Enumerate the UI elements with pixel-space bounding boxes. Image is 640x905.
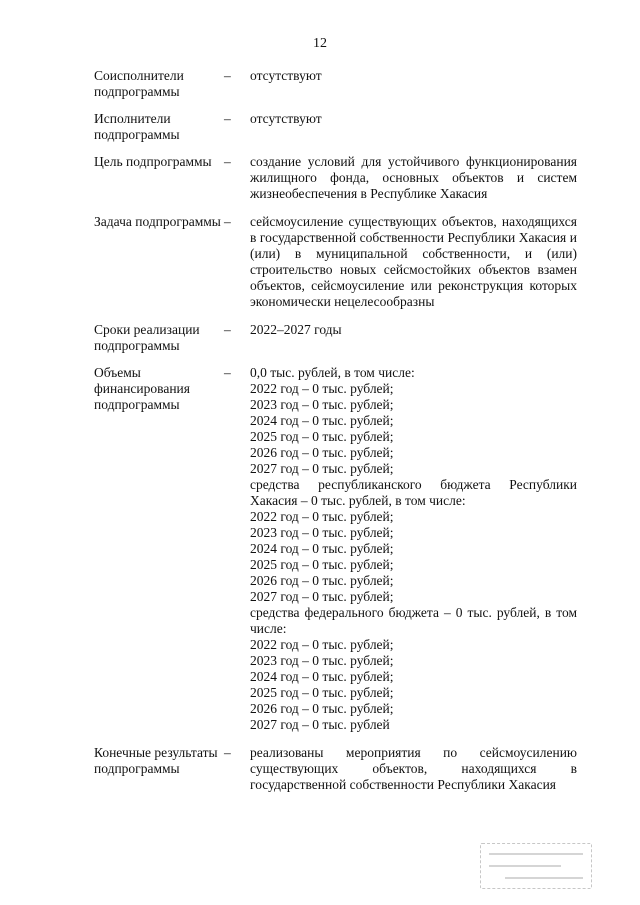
value-line: 2024 год – 0 тыс. рублей; <box>250 669 394 684</box>
value-line: средства федерального бюджета – 0 тыс. рублей, в том числе: <box>250 605 577 636</box>
row-label: Конечные результаты подпрограммы <box>94 745 218 776</box>
value-line: 2027 год – 0 тыс. рублей; <box>250 589 394 604</box>
stamp-line <box>505 877 583 879</box>
row-dash: – <box>224 154 231 169</box>
row-goal <box>94 154 577 202</box>
value-line: отсутствуют <box>250 68 322 83</box>
row-dash: – <box>224 745 231 760</box>
row-value <box>250 214 577 310</box>
row-executors <box>94 111 577 143</box>
row-dash: – <box>224 68 231 83</box>
value-line: 2026 год – 0 тыс. рублей; <box>250 573 394 588</box>
value-line: 2023 год – 0 тыс. рублей; <box>250 397 394 412</box>
value-line: 2023 год – 0 тыс. рублей; <box>250 653 394 668</box>
row-results <box>94 745 577 793</box>
row-value <box>250 322 577 354</box>
stamp-line <box>489 865 561 867</box>
row-label: Сроки реализации подпрограммы <box>94 322 200 353</box>
value-line: 2026 год – 0 тыс. рублей; <box>250 445 394 460</box>
value-line: создание условий для устойчивого функционирования жилищного фонда, основных объектов и систем жизнеобеспечения в Республике Хакасия <box>250 154 577 201</box>
page-number: 12 <box>313 36 327 51</box>
row-dash: – <box>224 365 231 380</box>
row-label: Цель подпрограммы <box>94 154 212 169</box>
row-dash: – <box>224 111 231 126</box>
row-dash: – <box>224 322 231 337</box>
value-line: 2022–2027 годы <box>250 322 342 337</box>
value-line: 2025 год – 0 тыс. рублей; <box>250 429 394 444</box>
row-label: Соисполнители подпрограммы <box>94 68 184 99</box>
value-line: отсутствуют <box>250 111 322 126</box>
value-line: 2024 год – 0 тыс. рублей; <box>250 413 394 428</box>
row-value <box>250 365 577 733</box>
row-value <box>250 745 577 793</box>
value-line: 2026 год – 0 тыс. рублей; <box>250 701 394 716</box>
value-line: 2027 год – 0 тыс. рублей <box>250 717 390 732</box>
faded-stamp <box>480 843 592 889</box>
row-task <box>94 214 577 310</box>
row-label: Объемы финансирования подпрограммы <box>94 365 190 412</box>
row-label: Задача подпрограммы <box>94 214 221 229</box>
value-line: 2025 год – 0 тыс. рублей; <box>250 557 394 572</box>
value-line: 2022 год – 0 тыс. рублей; <box>250 637 394 652</box>
value-line: 2025 год – 0 тыс. рублей; <box>250 685 394 700</box>
value-line: средства республиканского бюджета Республики Хакасия – 0 тыс. рублей, в том числе: <box>250 477 577 508</box>
subprogram-passport <box>94 68 577 793</box>
value-line: 2027 год – 0 тыс. рублей; <box>250 461 394 476</box>
row-timeline <box>94 322 577 354</box>
value-line: реализованы мероприятия по сейсмоусилению существующих объектов, находящихся в государственной собственности Республики Хакасия <box>250 745 577 792</box>
row-label: Исполнители подпрограммы <box>94 111 180 142</box>
value-line: 2024 год – 0 тыс. рублей; <box>250 541 394 556</box>
row-coexecutors <box>94 68 577 100</box>
value-line: 2022 год – 0 тыс. рублей; <box>250 381 394 396</box>
row-value <box>250 111 577 143</box>
value-line: 2023 год – 0 тыс. рублей; <box>250 525 394 540</box>
value-line: 0,0 тыс. рублей, в том числе: <box>250 365 415 380</box>
value-line: 2022 год – 0 тыс. рублей; <box>250 509 394 524</box>
stamp-line <box>489 853 583 855</box>
value-line: сейсмоусиление существующих объектов, находящихся в государственной собственности Республики Хакасия и (или) в муниципальной собственности, и (или) строительство новых сейсмостойких объектов взамен объектов, сейсмоусиление или реконструкция которых экономически нецелесообразны <box>250 214 577 309</box>
row-dash: – <box>224 214 231 229</box>
row-value <box>250 154 577 202</box>
row-funding <box>94 365 577 733</box>
row-value <box>250 68 577 100</box>
